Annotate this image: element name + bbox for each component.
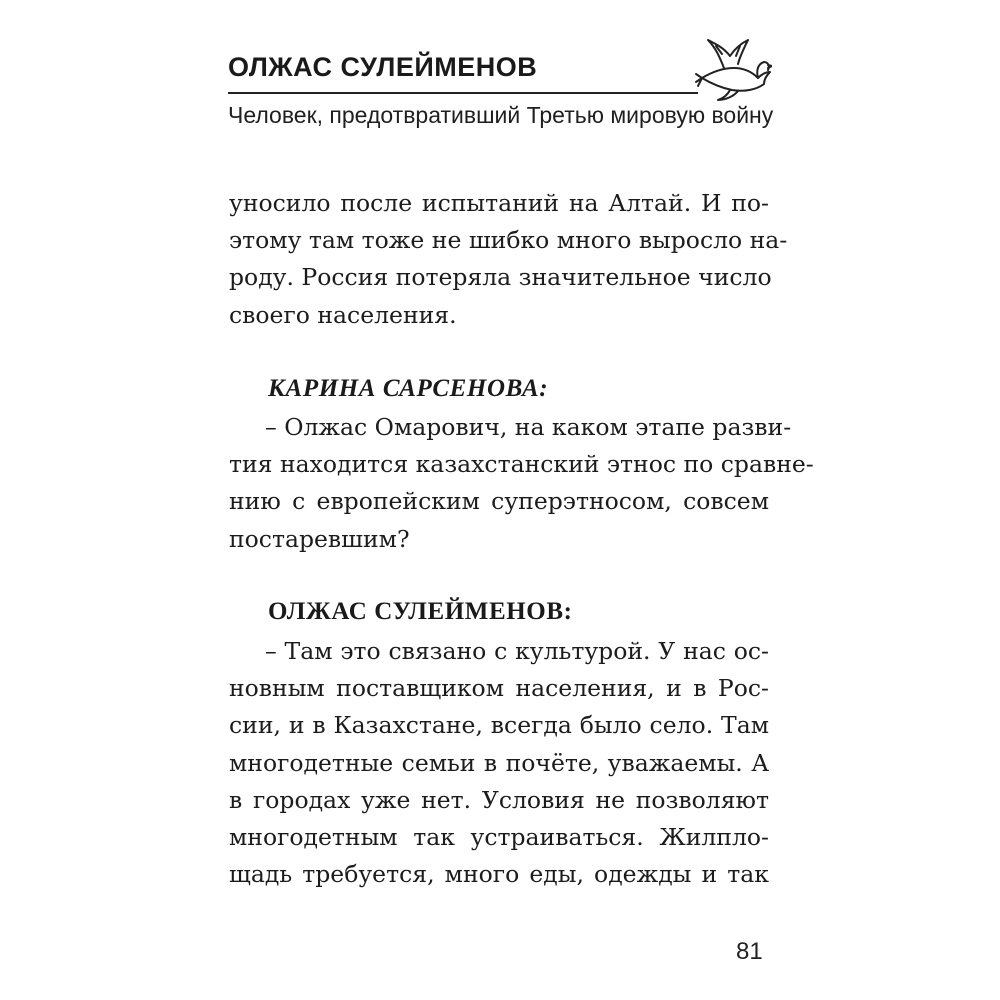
paragraph-1 <box>229 185 788 334</box>
text-line: – Там это связано с культурой. У нас ос- <box>265 637 769 665</box>
text-line: этому там тоже не шибко много выросло на- <box>229 226 788 255</box>
text-line: новным поставщиком населения, и в Рос- <box>229 674 769 703</box>
speaker-label-interviewer: КАРИНА САРСЕНОВА: <box>268 375 549 402</box>
text-line: в городах уже нет. Условия не позволяют <box>229 785 769 814</box>
text-line: постаревшим? <box>229 524 410 553</box>
speaker-label-respondent: ОЛЖАС СУЛЕЙМЕНОВ: <box>268 598 573 625</box>
text-line: щадь требуется, много еды, одежды и так <box>229 860 769 889</box>
text-line: многодетным так устраиваться. Жилпло- <box>229 822 769 851</box>
text-line: – Олжас Омарович, на каком этапе разви- <box>265 413 792 441</box>
paragraph-3 <box>229 633 769 893</box>
page-number: 81 <box>736 938 763 965</box>
dove-icon <box>694 34 772 102</box>
text-line: роду. Россия потеряла значительное число <box>229 263 772 292</box>
text-line: сии, и в Казахстане, всегда было село. Там <box>229 711 769 740</box>
text-line: тия находится казахстанский этнос по сравне- <box>229 450 814 479</box>
text-line: многодетные семьи в почёте, уважаемы. А <box>229 748 769 777</box>
paragraph-2 <box>229 409 814 558</box>
running-header-subtitle: Человек, предотвративший Третью мировую войну <box>228 102 774 128</box>
header-divider <box>228 92 698 94</box>
text-line: нию с европейским суперэтносом, совсем <box>229 487 769 516</box>
running-header-author: ОЛЖАС СУЛЕЙМЕНОВ <box>228 52 538 82</box>
text-line: уносило после испытаний на Алтай. И по- <box>229 189 769 217</box>
text-line: своего населения. <box>229 300 457 329</box>
